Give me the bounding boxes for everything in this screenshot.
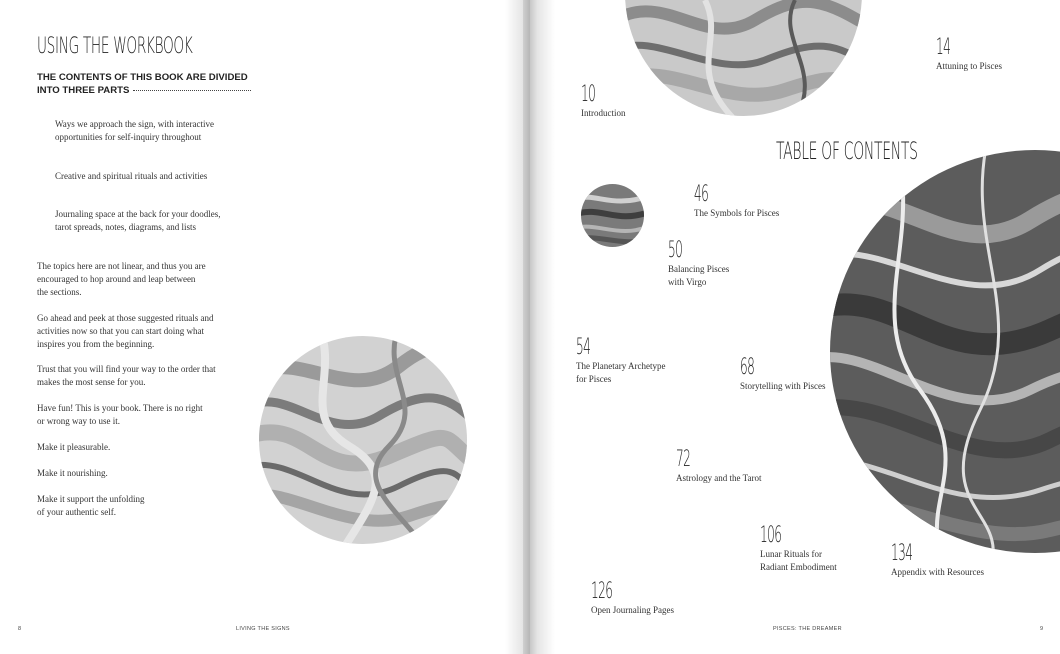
toc-entry-link[interactable]: [668, 263, 729, 289]
toc-entry-label: Introduction: [581, 108, 626, 118]
paragraph-line: inspires you from the beginning.: [37, 339, 155, 349]
toc-page-number: 10: [581, 82, 596, 107]
paragraph: [37, 441, 237, 454]
footer-page-number: 9: [1040, 626, 1044, 632]
paragraph-line: Make it support the unfolding: [37, 494, 145, 504]
marble-circle-image: [259, 336, 467, 544]
part-item: [55, 170, 235, 183]
part-line: Journaling space at the back for your doodles,: [55, 209, 221, 219]
toc-page-number: 68: [740, 355, 755, 380]
paragraph-line: of your authentic self.: [37, 507, 116, 517]
toc-entry-label: Open Journaling Pages: [591, 605, 674, 615]
toc-page-number: 14: [936, 35, 951, 60]
toc-entry-link[interactable]: [694, 207, 779, 220]
toc-entry-label: The Symbols for Pisces: [694, 208, 780, 218]
paragraph-line: encouraged to hop around and leap between: [37, 274, 196, 284]
toc-entry-link[interactable]: [891, 566, 984, 579]
toc-page-number: 46: [694, 182, 709, 207]
part-item: [55, 208, 235, 234]
paragraph-line: makes the most sense for you.: [37, 377, 146, 387]
toc-page-number: 126: [591, 579, 613, 604]
paragraph: [37, 493, 237, 519]
toc-page-number: 106: [760, 523, 782, 548]
subheading: [37, 71, 277, 97]
subheading-line-2-text: INTO THREE PARTS: [37, 85, 130, 96]
paragraph-line: Make it pleasurable.: [37, 442, 111, 452]
dotted-leader: [133, 90, 251, 91]
toc-entry-link[interactable]: [576, 360, 665, 386]
footer-running-title: LIVING THE SIGNS: [236, 626, 290, 632]
paragraph-line: the sections.: [37, 287, 82, 297]
toc-entry-label: with Virgo: [668, 277, 707, 287]
paragraph-line: Have fun! This is your book. There is no right: [37, 403, 203, 413]
part-line: tarot spreads, notes, diagrams, and lists: [55, 222, 196, 232]
paragraph-line: or wrong way to use it.: [37, 416, 120, 426]
toc-entry-link[interactable]: [581, 107, 626, 120]
subheading-line-2: [37, 84, 277, 97]
page-heading: USING THE WORKBOOK: [37, 34, 193, 59]
part-item: [55, 118, 235, 144]
toc-entry-label: Astrology and the Tarot: [676, 473, 762, 483]
toc-entry-link[interactable]: [676, 472, 761, 485]
paragraph-line: The topics here are not linear, and thus you are: [37, 261, 206, 271]
paragraph: [37, 363, 237, 389]
toc-entry-label: Attuning to Pisces: [936, 61, 1003, 71]
subheading-line-1: THE CONTENTS OF THIS BOOK ARE DIVIDED: [37, 72, 248, 83]
toc-entry-label: Lunar Rituals for: [760, 549, 822, 559]
footer-page-number: 8: [18, 626, 22, 632]
toc-entry-label: The Planetary Archetype: [576, 361, 666, 371]
toc-entry-link[interactable]: [760, 548, 837, 574]
toc-page-number: 50: [668, 238, 683, 263]
toc-page-number: 72: [676, 447, 691, 472]
paragraph: [37, 402, 237, 428]
paragraph-line: Go ahead and peek at those suggested rituals and: [37, 313, 214, 323]
footer-running-title: PISCES: THE DREAMER: [773, 626, 842, 632]
toc-entry-label: Balancing Pisces: [668, 264, 730, 274]
paragraph: [37, 260, 237, 299]
left-page: [0, 0, 523, 654]
toc-entry-link[interactable]: [591, 604, 674, 617]
toc-page-number: 134: [891, 541, 913, 566]
toc-entry-label: Radiant Embodiment: [760, 562, 837, 572]
paragraph-line: Make it nourishing.: [37, 468, 108, 478]
toc-entry-link[interactable]: [936, 60, 1002, 73]
toc-entry-label: Storytelling with Pisces: [740, 381, 826, 391]
part-line: Creative and spiritual rituals and activities: [55, 171, 208, 181]
part-line: opportunities for self-inquiry throughout: [55, 132, 202, 142]
toc-page-number: 54: [576, 335, 591, 360]
toc-entry-label: for Pisces: [576, 374, 612, 384]
paragraph: [37, 312, 237, 351]
part-line: Ways we approach the sign, with interactive: [55, 119, 214, 129]
paragraph: [37, 467, 237, 480]
toc-entry-label: Appendix with Resources: [891, 567, 984, 577]
toc-entry-link[interactable]: [740, 380, 826, 393]
toc-title: TABLE OF CONTENTS: [776, 137, 918, 165]
paragraph-line: activities now so that you can start doing what: [37, 326, 204, 336]
marble-circle-small-image: [581, 184, 644, 247]
paragraph-line: Trust that you will find your way to the order that: [37, 364, 216, 374]
